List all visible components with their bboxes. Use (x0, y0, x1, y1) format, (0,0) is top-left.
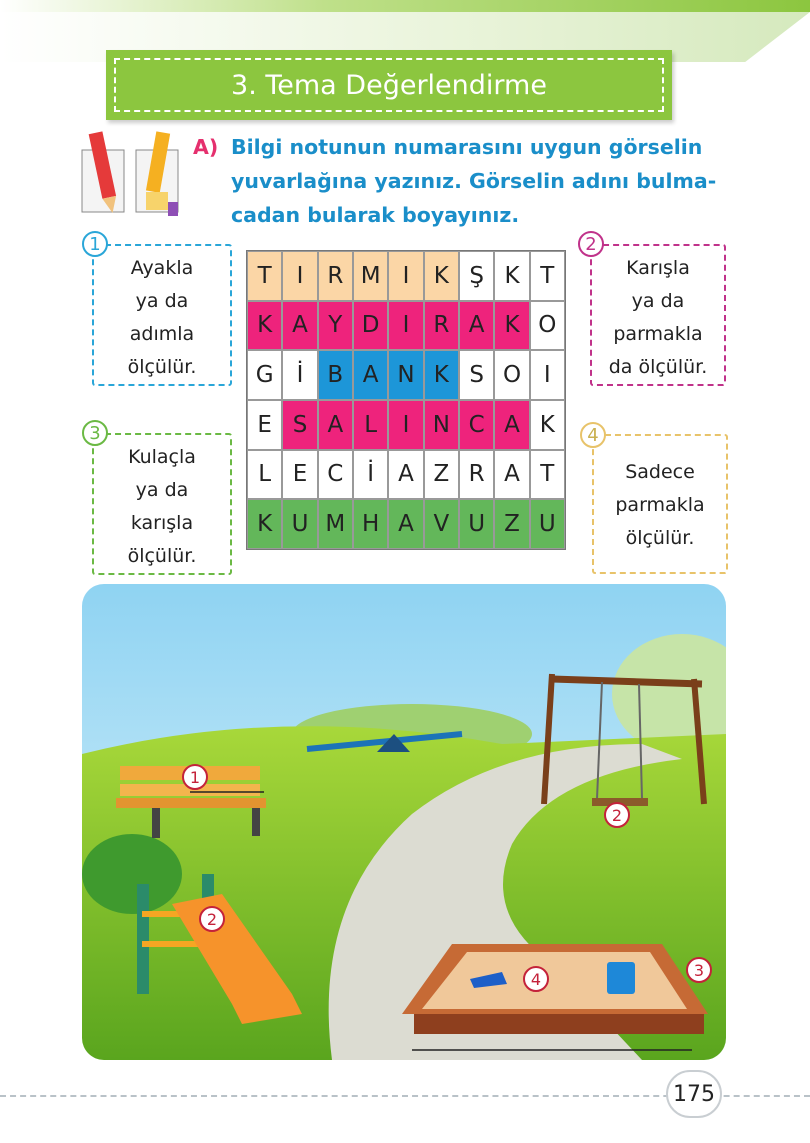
puzzle-cell[interactable]: R (459, 450, 494, 500)
puzzle-cell[interactable]: B (318, 350, 353, 400)
note-line: ya da (135, 479, 189, 501)
puzzle-cell[interactable]: U (459, 499, 494, 549)
bench-answer-circle[interactable]: 1 (182, 764, 208, 790)
sandbox (402, 944, 708, 1034)
puzzle-cell[interactable]: C (459, 400, 494, 450)
puzzle-cell[interactable]: N (424, 400, 459, 450)
puzzle-cell[interactable]: C (318, 450, 353, 500)
task-line-1: Bilgi notunun numarasını uygun görselin (231, 135, 703, 159)
puzzle-cell[interactable]: I (282, 251, 317, 301)
note-line: da ölçülür. (608, 356, 708, 378)
task-line-2: yuvarlağına yazınız. Görselin adını bulma- (231, 169, 717, 193)
puzzle-cell[interactable]: O (494, 350, 529, 400)
puzzle-cell[interactable]: I (388, 301, 423, 351)
puzzle-cell[interactable]: U (282, 499, 317, 549)
puzzle-cell[interactable]: H (353, 499, 388, 549)
puzzle-cell[interactable]: L (247, 450, 282, 500)
puzzle-cell[interactable]: K (247, 499, 282, 549)
info-note-2 (590, 244, 726, 386)
puzzle-cell[interactable]: K (494, 251, 529, 301)
puzzle-cell[interactable]: R (424, 301, 459, 351)
note-line: karışla (130, 512, 194, 534)
info-note-1 (92, 244, 232, 386)
note-number-1: 1 (82, 231, 108, 257)
puzzle-cell[interactable]: V (424, 499, 459, 549)
puzzle-cell[interactable]: A (353, 350, 388, 400)
puzzle-cell[interactable]: D (353, 301, 388, 351)
sandbox-answer-circle[interactable]: 3 (686, 957, 712, 983)
slide-answer-circle[interactable]: 2 (199, 906, 225, 932)
puzzle-cell[interactable]: Z (424, 450, 459, 500)
puzzle-cell[interactable]: T (530, 251, 565, 301)
word-search-puzzle (246, 250, 566, 550)
task-label: A) (193, 135, 219, 159)
puzzle-cell[interactable]: A (494, 400, 529, 450)
note-line: parmakla (613, 323, 703, 345)
note-line: Sadece (625, 461, 695, 483)
puzzle-cell[interactable]: G (247, 350, 282, 400)
puzzle-cell[interactable]: I (388, 251, 423, 301)
puzzle-cell[interactable]: K (424, 251, 459, 301)
note-number-4: 4 (580, 422, 606, 448)
note-line: ölçülür. (625, 527, 695, 549)
puzzle-cell[interactable]: U (530, 499, 565, 549)
puzzle-cell[interactable]: Ş (459, 251, 494, 301)
puzzle-cell[interactable]: K (424, 350, 459, 400)
page-title: 3. Tema Değerlendirme (114, 58, 664, 112)
note-number-3: 3 (82, 420, 108, 446)
puzzle-cell[interactable]: E (282, 450, 317, 500)
puzzle-cell[interactable]: S (282, 400, 317, 450)
puzzle-cell[interactable]: R (318, 251, 353, 301)
task-line-3: cadan bularak boyayınız. (231, 203, 520, 227)
pencils-icon (80, 128, 185, 220)
puzzle-cell[interactable]: Z (494, 499, 529, 549)
park-scene (82, 584, 726, 1060)
swing-answer-circle[interactable]: 2 (604, 802, 630, 828)
puzzle-cell[interactable]: A (459, 301, 494, 351)
note-number-2: 2 (578, 231, 604, 257)
note-line: ya da (135, 290, 189, 312)
note-line: Karışla (626, 257, 690, 279)
puzzle-cell[interactable]: İ (282, 350, 317, 400)
sand-toys-answer-circle[interactable]: 4 (523, 966, 549, 992)
puzzle-cell[interactable]: K (494, 301, 529, 351)
note-line: ölçülür. (127, 545, 197, 567)
note-line: Kulaçla (128, 446, 196, 468)
info-note-4 (592, 434, 728, 574)
park-illustration (82, 584, 726, 1060)
puzzle-cell[interactable]: I (388, 400, 423, 450)
note-line: adımla (129, 323, 195, 345)
puzzle-cell[interactable]: N (388, 350, 423, 400)
puzzle-cell[interactable]: T (247, 251, 282, 301)
bush (82, 834, 182, 914)
puzzle-cell[interactable]: A (282, 301, 317, 351)
info-note-3 (92, 433, 232, 575)
puzzle-cell[interactable]: K (247, 301, 282, 351)
puzzle-cell[interactable]: Y (318, 301, 353, 351)
task-instruction (193, 130, 723, 232)
page-title-banner (106, 50, 672, 120)
note-line: ölçülür. (127, 356, 197, 378)
top-bar (0, 0, 810, 12)
puzzle-cell[interactable]: K (530, 400, 565, 450)
puzzle-cell[interactable]: I (530, 350, 565, 400)
puzzle-cell[interactable]: O (530, 301, 565, 351)
puzzle-cell[interactable]: E (247, 400, 282, 450)
puzzle-cell[interactable]: A (388, 450, 423, 500)
note-line: Ayakla (130, 257, 194, 279)
note-line: parmakla (615, 494, 705, 516)
puzzle-cell[interactable]: İ (353, 450, 388, 500)
puzzle-cell[interactable]: S (459, 350, 494, 400)
puzzle-cell[interactable]: M (318, 499, 353, 549)
puzzle-cell[interactable]: A (494, 450, 529, 500)
note-line: ya da (631, 290, 685, 312)
puzzle-cell[interactable]: L (353, 400, 388, 450)
puzzle-cell[interactable]: A (388, 499, 423, 549)
page-number: 175 (666, 1070, 722, 1118)
puzzle-cell[interactable]: M (353, 251, 388, 301)
puzzle-cell[interactable]: A (318, 400, 353, 450)
puzzle-cell[interactable]: T (530, 450, 565, 500)
